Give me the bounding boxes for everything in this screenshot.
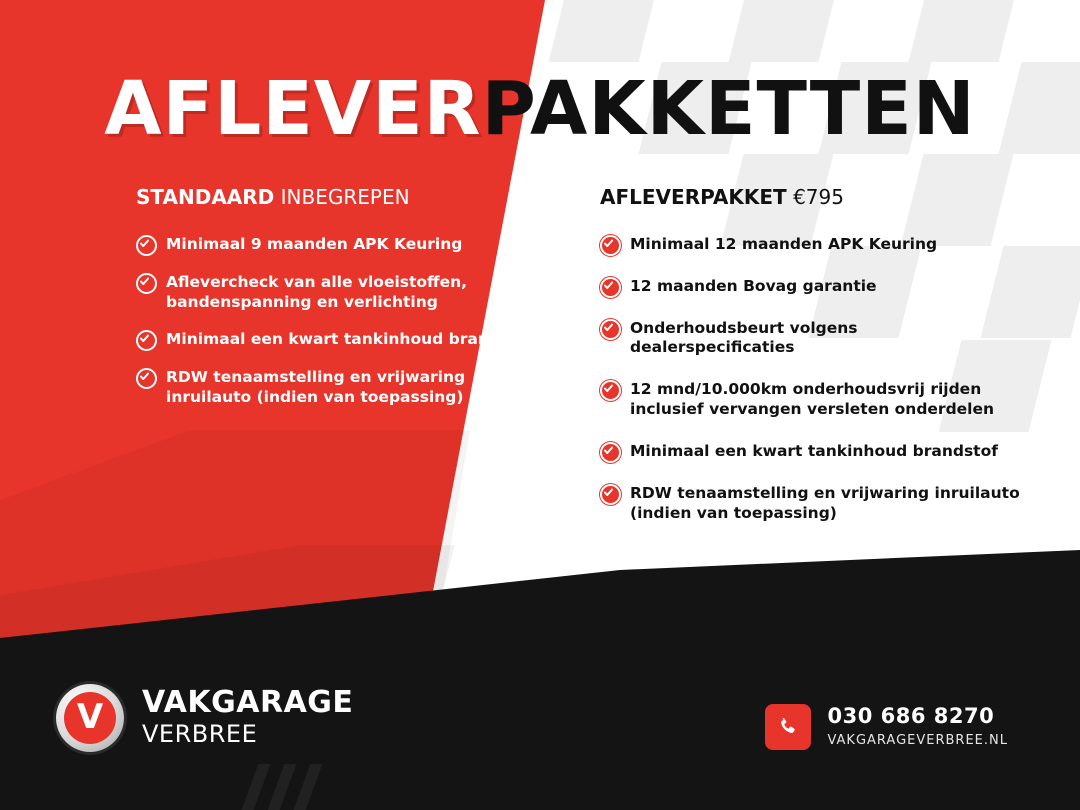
list-item-label: Minimaal 12 maanden APK Keuring	[630, 235, 938, 253]
afleverpakket-column	[600, 185, 1020, 545]
list-item-label: 12 maanden Bovag garantie	[630, 276, 877, 295]
contact-block	[765, 704, 1008, 750]
check-icon	[600, 235, 621, 256]
brand-subname: VERBREE	[142, 720, 258, 749]
list-item	[600, 235, 1020, 255]
list-item	[600, 277, 1020, 297]
vakgarage-logo-icon	[56, 684, 124, 752]
poster-headline	[0, 66, 1080, 152]
check-icon	[600, 442, 621, 463]
standard-feature-list	[136, 235, 536, 408]
list-item	[600, 484, 1020, 524]
headline-word-pakketten: PAKKETTEN	[481, 66, 976, 152]
list-item-label: Aflevercheck van alle vloeistoffen, bandenspanning en verlichting	[166, 272, 468, 311]
check-icon	[136, 368, 157, 389]
list-item	[136, 273, 536, 313]
headline-word-aflever: AFLEVER	[104, 66, 482, 152]
logo-letter: V	[64, 692, 116, 744]
standard-title-light: INBEGREPEN	[280, 185, 410, 209]
check-icon	[600, 380, 621, 401]
afleverpakket-feature-list	[600, 235, 1020, 523]
list-item-label: 12 mnd/10.000km onderhoudsvrij rijden inclusief vervangen versleten onderdelen	[630, 380, 995, 419]
list-item	[136, 368, 536, 408]
brand-text	[142, 684, 354, 749]
list-item-label: RDW tenaamstelling en vrijwaring inruilauto (indien van toepassing)	[630, 483, 1020, 522]
afleverpakket-title-strong: AFLEVERPAKKET	[600, 185, 787, 209]
standard-package-title	[136, 185, 536, 209]
afleverpakket-title	[600, 185, 1020, 209]
list-item-label: Onderhoudsbeurt volgens dealerspecificaties	[630, 318, 858, 357]
list-item	[600, 442, 1020, 462]
afleverpakket-price: €795	[793, 185, 844, 209]
check-icon	[600, 277, 621, 298]
check-icon	[136, 330, 157, 351]
check-icon	[136, 235, 157, 256]
list-item-label: RDW tenaamstelling en vrijwaring inruilauto (indien van toepassing)	[166, 368, 466, 407]
website-url[interactable]: VAKGARAGEVERBREE.NL	[827, 732, 1008, 748]
check-icon	[600, 319, 621, 340]
list-item	[600, 319, 1020, 359]
list-item	[136, 330, 536, 350]
standard-package-column	[136, 185, 536, 426]
list-item	[136, 235, 536, 255]
standard-title-strong: STANDAARD	[136, 185, 275, 209]
list-item-label: Minimaal een kwart tankinhoud brandstof	[630, 441, 998, 460]
brand-lockup	[56, 684, 353, 752]
brand-name: VAKGARAGE	[142, 684, 354, 720]
list-item-label: Minimaal 9 maanden APK Keuring	[166, 235, 463, 253]
list-item	[600, 380, 1020, 420]
list-item-label: Minimaal een kwart tankinhoud brandstof	[166, 330, 534, 349]
contact-text	[827, 704, 1008, 749]
check-icon	[136, 273, 157, 294]
phone-number[interactable]: 030 686 8270	[827, 704, 995, 729]
check-icon	[600, 484, 621, 505]
phone-icon	[765, 704, 811, 750]
